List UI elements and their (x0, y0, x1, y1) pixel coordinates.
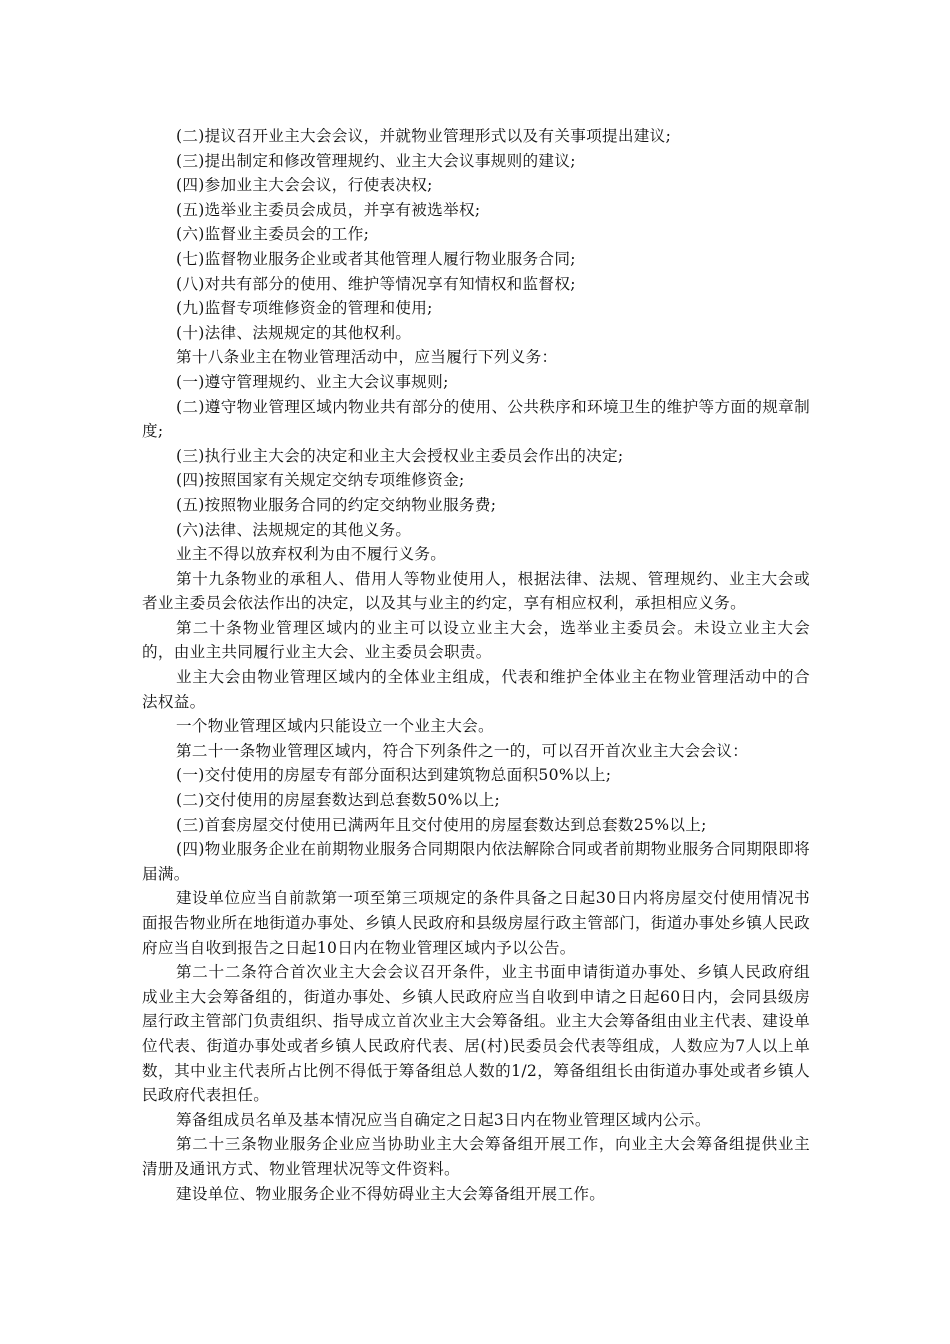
paragraph: (六)法律、法规规定的其他义务。 (176, 520, 412, 539)
paragraph: (三)提出制定和修改管理规约、业主大会议事规则的建议; (176, 151, 576, 170)
paragraph: (三)首套房屋交付使用已满两年且交付使用的房屋套数达到总套数25%以上; (176, 815, 707, 834)
paragraph: (九)监督专项维修资金的管理和使用; (176, 299, 433, 318)
paragraph: 一个物业管理区域内只能设立一个业主大会。 (176, 717, 494, 736)
article-20: 第二十条物业管理区域内的业主可以设立业主大会，选举业主委员会。未设立业主大会的，由业主共同履行业主大会、业主委员会职责。 (142, 618, 810, 662)
paragraph: 业主大会由物业管理区域内的全体业主组成，代表和维护全体业主在物业管理活动中的合法权益。 (142, 668, 810, 711)
paragraph: (四)按照国家有关规定交纳专项维修资金; (176, 471, 465, 490)
paragraph: (十)法律、法规规定的其他权利。 (176, 323, 412, 342)
paragraph: (五)选举业主委员会成员，并享有被选举权; (176, 200, 481, 219)
paragraph: (一)交付使用的房屋专有部分面积达到建筑物总面积50%以上; (176, 766, 612, 785)
paragraph: 业主不得以放弃权利为由不履行义务。 (176, 545, 447, 564)
paragraph: 建设单位、物业服务企业不得妨碍业主大会筹备组开展工作。 (176, 1184, 606, 1203)
paragraph: 筹备组成员名单及基本情况应当自确定之日起3日内在物业管理区域内公示。 (176, 1110, 711, 1129)
article-22: 第二十二条符合首次业主大会会议召开条件，业主书面申请街道办事处、乡镇人民政府组成业主大会筹备组的，街道办事处、乡镇人民政府应当自收到申请之日起60日内，会同县级房屋行政主管部门负责组织、指导成立首次业主大会筹备组。业主大会筹备组由业主代表、建设单位代表、街道办事处或者乡镇人民政府代表、居(村)民委员会代表等组成，人数应为7人以上单数，其中业主代表所占比例不得低于筹备组总人数的1/2，筹备组组长由街道办事处或者乡镇人民政府代表担任。 (142, 963, 810, 1105)
paragraph: (八)对共有部分的使用、维护等情况享有知情权和监督权; (176, 274, 576, 293)
article-heading-18: 第十八条业主在物业管理活动中，应当履行下列义务： (176, 348, 558, 367)
paragraph: (一)遵守管理规约、业主大会议事规则; (176, 372, 449, 391)
document-body (142, 124, 810, 1206)
paragraph: (七)监督物业服务企业或者其他管理人履行物业服务合同; (176, 249, 576, 268)
paragraph: (四)物业服务企业在前期物业服务合同期限内依法解除合同或者前期物业服务合同期限即将届满。 (142, 840, 810, 883)
paragraph: 建设单位应当自前款第一项至第三项规定的条件具备之日起30日内将房屋交付使用情况书面报告物业所在地街道办事处、乡镇人民政府和县级房屋行政主管部门，街道办事处乡镇人民政府应当自收到报告之日起10日内在物业管理区域内予以公告。 (142, 889, 810, 957)
paragraph: (六)监督业主委员会的工作; (176, 225, 370, 244)
paragraph: (四)参加业主大会会议，行使表决权; (176, 176, 433, 195)
paragraph: (二)提议召开业主大会会议，并就物业管理形式以及有关事项提出建议; (176, 127, 672, 145)
article-21: 第二十一条物业管理区域内，符合下列条件之一的，可以召开首次业主大会会议： (176, 741, 749, 760)
article-19: 第十九条物业的承租人、借用人等物业使用人，根据法律、法规、管理规约、业主大会或者业主委员会依法作出的决定，以及其与业主的约定，享有相应权利，承担相应义务。 (142, 569, 810, 613)
paragraph: (二)交付使用的房屋套数达到总套数50%以上; (176, 791, 501, 810)
paragraph: (五)按照物业服务合同的约定交纳物业服务费; (176, 495, 497, 514)
paragraph: (三)执行业主大会的决定和业主大会授权业主委员会作出的决定; (176, 446, 624, 465)
paragraph: (二)遵守物业管理区域内物业共有部分的使用、公共秩序和环境卫生的维护等方面的规章制度; (142, 397, 810, 441)
article-23: 第二十三条物业服务企业应当协助业主大会筹备组开展工作，向业主大会筹备组提供业主清册及通讯方式、物业管理状况等文件资料。 (142, 1135, 810, 1178)
